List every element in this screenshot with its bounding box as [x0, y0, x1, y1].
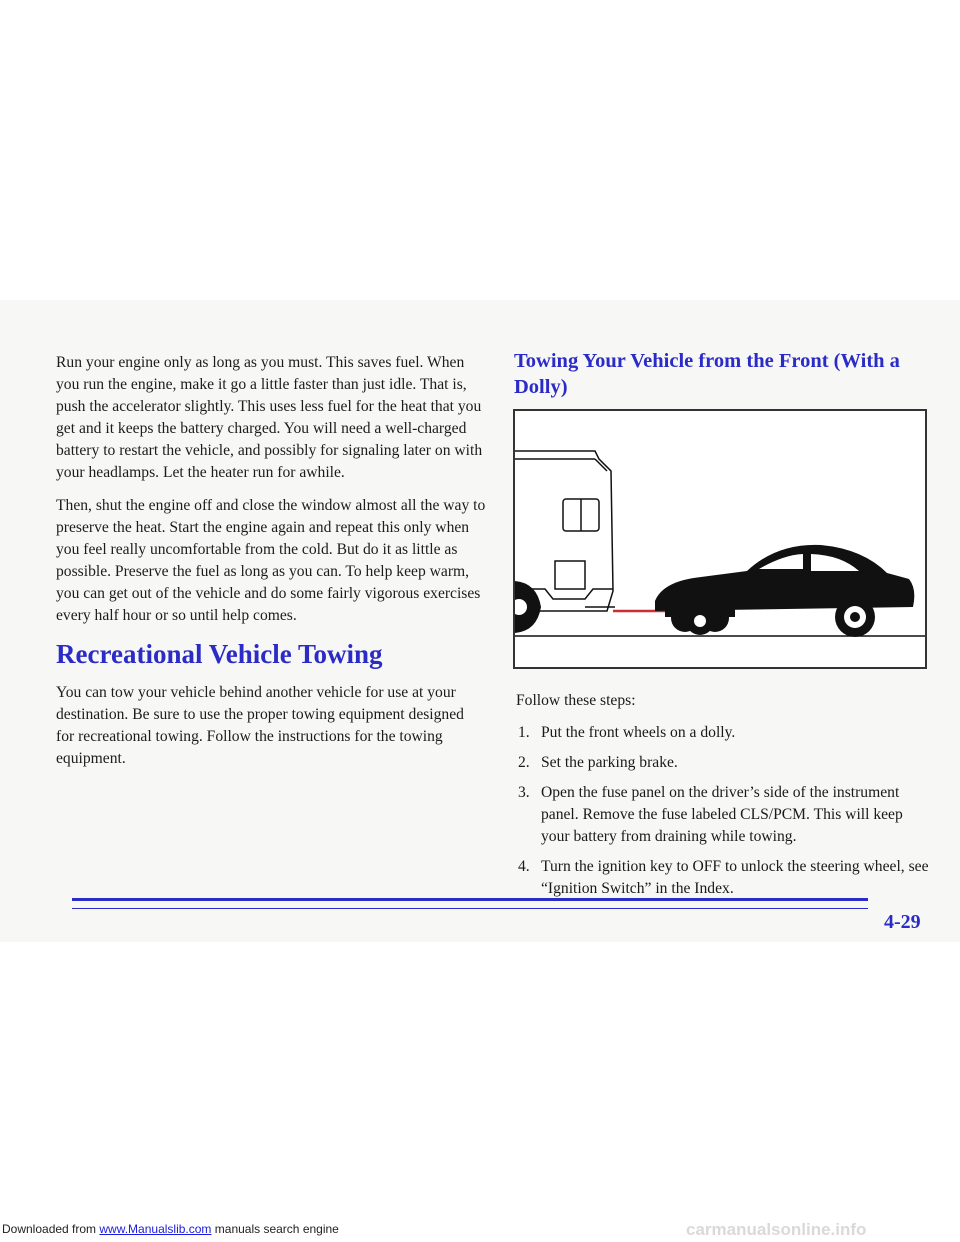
step-number: 1.: [518, 724, 530, 741]
right-column-heading-wrap: [505, 348, 930, 414]
paragraph-shut-off: Then, shut the engine off and close the window almost all the way to preserve the heat. Start the engine again and repeat this only when you feel really uncomfortable from the cold. But do it as little as possible. Preserve the fuel as long as you can. To help keep warm, you can get out of the vehicle and do some fairly vigorous exercises every half hour or so until help comes.: [56, 497, 486, 624]
dolly-towing-illustration: [513, 409, 927, 669]
download-footer: [2, 1222, 339, 1236]
step-text: Open the fuse panel on the driver’s side of the instrument panel. Remove the fuse labeled CLS/PCM. This will keep your battery from draining while towing.: [541, 784, 903, 845]
footer-suffix: manuals search engine: [211, 1222, 339, 1236]
towing-steps: [516, 690, 931, 908]
step-text: Set the parking brake.: [541, 754, 678, 771]
footer-rule-thick: [72, 898, 868, 901]
footer-prefix: Downloaded from: [2, 1222, 100, 1236]
manualslib-link[interactable]: www.Manualslib.com: [99, 1222, 212, 1236]
footer-rule-thin: [72, 908, 868, 909]
left-column: [56, 352, 486, 781]
step-item: [516, 722, 931, 744]
paragraph-engine: Run your engine only as long as you must. This saves fuel. When you run the engine, make it go a little faster than just idle. That is, push the accelerator slightly. This uses less fuel for the heat that you get and it keeps the battery charged. You will need a well-charged battery to restart the vehicle, and possibly for signaling later on with your headlamps. Let the heater run for awhile.: [56, 354, 483, 481]
step-item: [516, 782, 931, 848]
steps-intro: Follow these steps:: [516, 692, 636, 709]
step-text: Turn the ignition key to OFF to unlock the steering wheel, see “Ignition Switch” in the Index.: [541, 858, 929, 897]
steps-list: [516, 722, 931, 900]
step-number: 4.: [518, 858, 530, 875]
step-number: 3.: [518, 784, 530, 801]
towing-diagram: [515, 411, 925, 667]
step-text: Put the front wheels on a dolly.: [541, 724, 736, 741]
subheading-dolly-towing: Towing Your Vehicle from the Front (With a Dolly): [514, 350, 900, 398]
page-number: 4-29: [884, 911, 921, 933]
step-item: [516, 752, 931, 774]
watermark-text: carmanualsonline.info: [686, 1220, 867, 1239]
step-item: [516, 856, 931, 900]
section-heading-rv-towing: Recreational Vehicle Towing: [56, 639, 383, 669]
paragraph-rv-towing: You can tow your vehicle behind another vehicle for use at your destination. Be sure to use the proper towing equipment designed for recreational towing. Follow the instructions for the towing equipment.: [56, 684, 464, 767]
step-number: 2.: [518, 754, 530, 771]
